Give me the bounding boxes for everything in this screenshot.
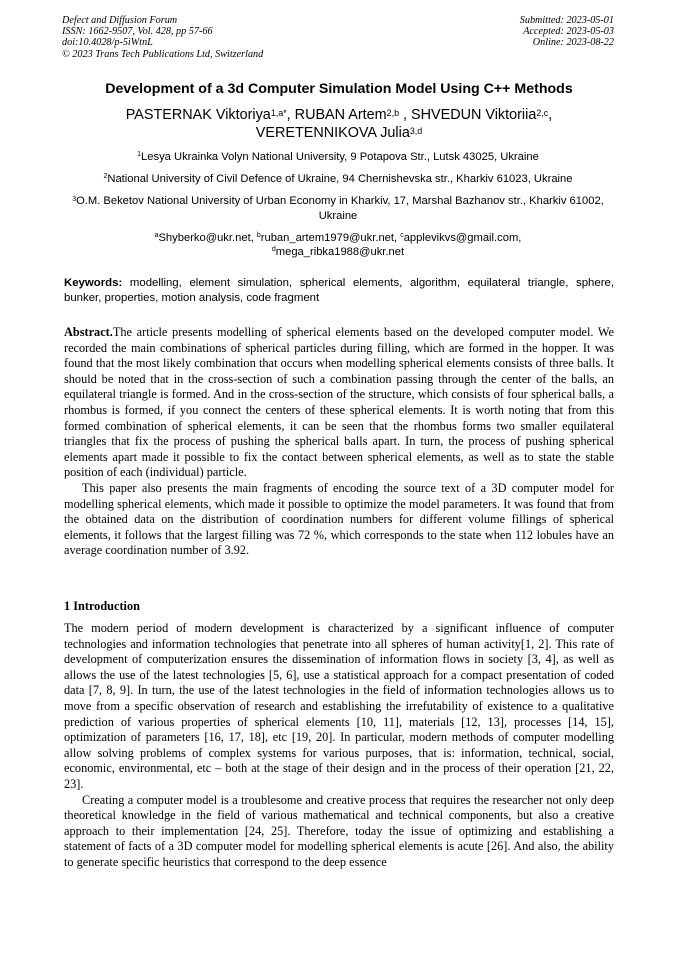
email-superscript: c bbox=[400, 232, 404, 240]
email-superscript: b bbox=[256, 232, 261, 240]
author-name: RUBAN Artem bbox=[294, 107, 387, 123]
email-link[interactable]: mega_ribka1988@ukr.net bbox=[275, 246, 405, 259]
copyright-line: © 2023 Trans Tech Publications Ltd, Switzerland bbox=[62, 48, 264, 60]
affiliation-superscript: 2 bbox=[103, 173, 108, 181]
author-list: PASTERNAK Viktoriya$^{1,a*}$, RUBAN Artem$^{2,b}$ , SHVEDUN Viktoriia$^{2,c}$, VERETENNIKOVA Julia$^{3,d}$ bbox=[125, 107, 553, 141]
affiliation-text: Lesya Ukrainka Volyn National University, 9 Potapova Str., Lutsk 43025, Ukraine bbox=[141, 151, 539, 163]
affiliation-superscript: 1 bbox=[137, 151, 142, 159]
email-link[interactable]: applevikvs@gmail.com, bbox=[403, 231, 522, 244]
affiliation bbox=[62, 172, 614, 186]
abstract-paragraph: This paper also presents the main fragments of encoding the source text of a 3D computer model for modelling spherical elements, which made it possible to optimize the model parameters. It was found that from the obtained data on the distribution of coordination numbers for different volume fillings of spherical elements, it follows that the largest filling was 72 %, which corresponds to the state when 112 lobules have an average coordination number of 3.92. bbox=[64, 480, 614, 558]
section-heading: 1 Introduction bbox=[64, 599, 140, 613]
paper-title: Development of a 3d Computer Simulation Model Using C++ Methods bbox=[105, 81, 573, 97]
author-name: PASTERNAK Viktoriya bbox=[125, 107, 271, 123]
author-emails bbox=[62, 231, 614, 259]
abstract-label: Abstract. bbox=[64, 325, 113, 339]
online-date: Online: 2023-08-22 bbox=[532, 37, 614, 49]
affiliation-text: O.M. Beketov National University of Urban Economy in Kharkiv, 17, Marshal Bazhanov str., Kharkiv 61002, Ukraine bbox=[76, 195, 604, 222]
author-name: VERETENNIKOVA Julia bbox=[255, 125, 410, 141]
body-paragraph: The modern period of modern development is characterized by a significant influence of computer technologies and information technologies that penetrate into all spheres of human activity[1, 2]. This rate of development of computerization ensures the dissemination of information flows in society [3, 4], as well as allows the use of the latest technologies [5, 6], use a statistical approach for a compact presentation of coded data [7, 8, 9]. In turn, the use of the latest technologies in the field of information technologies allows us to move from a specific observation of research and establishing the irrefutability of existence to a qualitative prediction of various properties of spherical elements [10, 11], materials [12, 13], processes [14, 15], optimization of parameters [16, 17, 18], etc [19, 20]. In particular, modern methods of computer modelling allow solving problems of complex systems for various purposes, that is: information, technical, social, economic, environmental, etc – both at the stage of their design and in the process of their operation [21, 22, 23]. bbox=[64, 621, 614, 791]
accepted-date: Accepted: 2023-05-03 bbox=[523, 26, 614, 38]
keywords-text: modelling, element simulation, spherical elements, algorithm, equilateral triangle, sphere, bunker, properties, motion analysis, code fragment bbox=[64, 277, 614, 304]
journal-doi[interactable]: doi:10.4028/p-5iWtnL bbox=[62, 37, 153, 49]
email-superscript: a bbox=[154, 232, 159, 240]
abstract-paragraph bbox=[64, 325, 614, 481]
journal-name: Defect and Diffusion Forum bbox=[62, 15, 178, 26]
submitted-date: Submitted: 2023-05-01 bbox=[519, 15, 614, 26]
affiliation bbox=[62, 194, 614, 222]
author-superscript: 1,a* bbox=[270, 107, 287, 118]
affiliation bbox=[62, 150, 614, 164]
email-link[interactable]: ruban_artem1979@ukr.net, bbox=[260, 231, 398, 244]
affiliation-superscript: 3 bbox=[72, 195, 77, 203]
journal-info bbox=[62, 15, 263, 60]
author-superscript: 2,b bbox=[386, 107, 400, 118]
publication-header bbox=[62, 15, 614, 65]
affiliations bbox=[62, 150, 614, 259]
keywords-label: Keywords: bbox=[64, 277, 123, 289]
author-superscript: 3,d bbox=[409, 125, 423, 136]
body-paragraph: Creating a computer model is a troublesome and creative process that requires the researcher not only deep theoretical knowledge in the field of various mathematical and technical components, but also a creative approach to their implementation [24, 25]. Therefore, today the issue of optimizing and establishing a statement of facts of a 3D computer model for modelling spherical elements is acute [26]. And also, the ability to generate specific heuristics that correspond to the deep essence bbox=[64, 792, 614, 869]
introduction-body bbox=[64, 621, 614, 871]
email-link[interactable]: Shyberko@ukr.net, bbox=[158, 231, 254, 244]
keywords-block bbox=[64, 276, 614, 306]
author-name: SHVEDUN Viktoriia bbox=[411, 107, 537, 123]
affiliation-text: National University of Civil Defence of Ukraine, 94 Chernishevska str., Kharkiv 61023, Ukraine bbox=[107, 173, 573, 186]
abstract-block bbox=[64, 325, 614, 559]
author-superscript: 2,c bbox=[536, 107, 549, 118]
journal-issn: ISSN: 1662-9507, Vol. 428, pp 57-66 bbox=[62, 26, 213, 38]
email-superscript: d bbox=[271, 246, 276, 254]
abstract-text: The article presents modelling of spherical elements based on the developed computer model. We recorded the main combinations of spherical particles during filling, which are formed in the hopper. It was found that the most likely combination that occurs when modelling spherical elements consists of three balls. It should be noted that in the cross-section of such a combination passing through the center of the balls, an equilateral triangle is formed. And in the cross-section of the structure, which consists of four spherical balls, a rhombus is formed, if you connect the centers of these spherical elements. It is worth noting that from this formed combination of spherical elements, it can be seen that the rhombus forms two smaller equilateral triangles that fix the process of pushing the spherical balls apart. In turn, the process of pushing spherical elements apart made it possible to fix the contact between spherical elements, as well as to state the stable position of each (individual) particle. bbox=[64, 325, 614, 480]
publication-dates bbox=[520, 15, 614, 49]
